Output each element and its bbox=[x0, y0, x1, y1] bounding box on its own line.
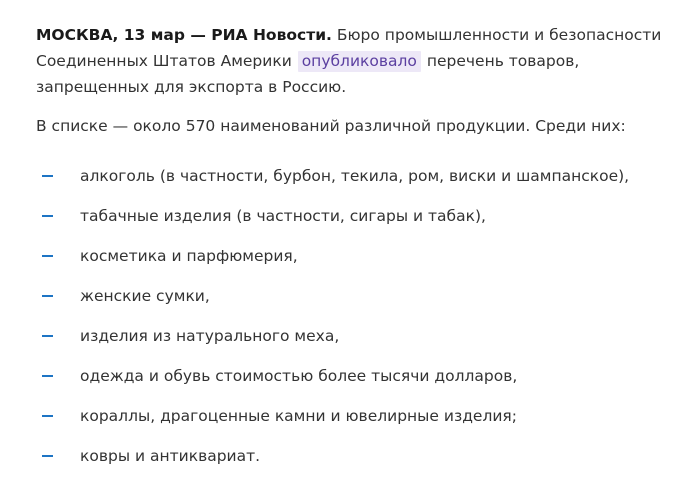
list-item bbox=[36, 396, 670, 436]
list-item-text: женские сумки, bbox=[80, 287, 210, 305]
list-item-text: одежда и обувь стоимостью более тысячи долларов, bbox=[80, 367, 518, 385]
list-item bbox=[36, 196, 670, 236]
list-item-text: кораллы, драгоценные камни и ювелирные изделия; bbox=[80, 407, 517, 425]
list-item-text: изделия из натурального меха, bbox=[80, 327, 340, 345]
dash-bullet-icon bbox=[42, 455, 53, 457]
dash-bullet-icon bbox=[42, 255, 53, 257]
lead-paragraph bbox=[36, 22, 670, 100]
dash-bullet-icon bbox=[42, 295, 53, 297]
list-item bbox=[36, 236, 670, 276]
list-item bbox=[36, 276, 670, 316]
dateline: МОСКВА, 13 мар — РИА Новости. bbox=[36, 26, 332, 44]
list-item-text: ковры и антиквариат. bbox=[80, 447, 261, 465]
list-item-text: табачные изделия (в частности, сигары и табак), bbox=[80, 207, 486, 225]
list-item bbox=[36, 316, 670, 356]
dash-bullet-icon bbox=[42, 375, 53, 377]
dash-bullet-icon bbox=[42, 215, 53, 217]
dash-bullet-icon bbox=[42, 415, 53, 417]
intro-paragraph: В списке — около 570 наименований различной продукции. Среди них: bbox=[36, 117, 626, 135]
list-item bbox=[36, 356, 670, 396]
dash-bullet-icon bbox=[42, 335, 53, 337]
lead-text-after-link: перечень товаров, запрещенных для экспорта в Россию. bbox=[36, 52, 580, 96]
lead-text-before-link: Бюро промышленности и безопасности Соединенных Штатов Америки bbox=[36, 26, 662, 70]
banned-goods-list bbox=[36, 156, 670, 476]
list-item bbox=[36, 156, 670, 196]
list-item-text: косметика и парфюмерия, bbox=[80, 247, 298, 265]
published-link[interactable]: опубликовало bbox=[298, 51, 421, 72]
dash-bullet-icon bbox=[42, 175, 53, 177]
list-item bbox=[36, 436, 670, 476]
list-item-text: алкоголь (в частности, бурбон, текила, ром, виски и шампанское), bbox=[80, 167, 630, 185]
